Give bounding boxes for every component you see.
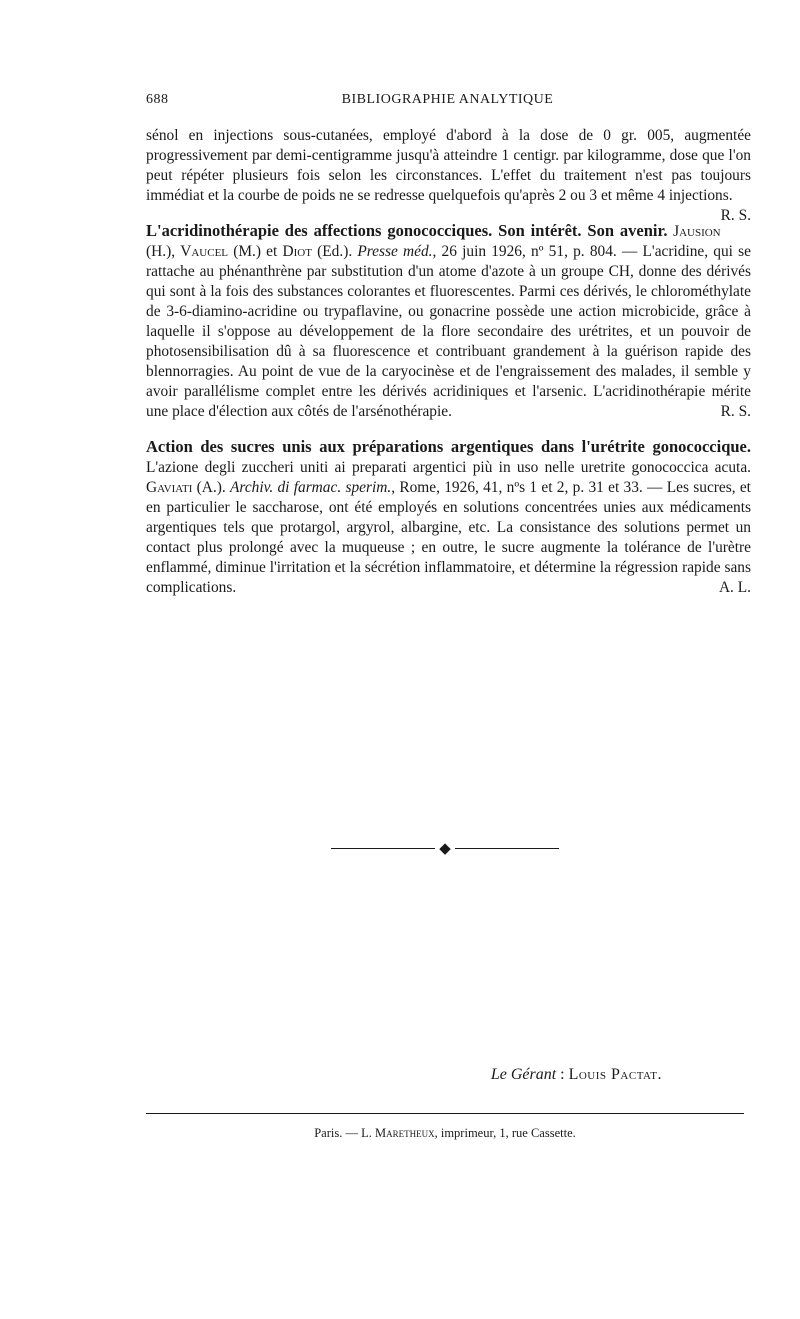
author-initial: (Ed.). — [317, 243, 353, 260]
reviewer-initials: R. S. — [720, 207, 751, 224]
publisher-signature — [420, 1066, 662, 1090]
signature-label: Le Gérant — [490, 1066, 557, 1083]
author-initial: (H.), — [146, 243, 176, 260]
page-number: 688 — [146, 92, 169, 107]
journal-title: Presse méd. — [357, 243, 433, 260]
author-surname: Diot — [282, 243, 312, 260]
signature-name: Louis Pactat. — [568, 1066, 662, 1083]
ornament-rule-right — [455, 848, 559, 849]
author-surname: Jausion — [673, 223, 721, 240]
section-ornament — [331, 838, 559, 858]
imprint-prefix: Paris. — L. — [314, 1126, 372, 1140]
citation-details: , Rome, 1926, 41, nºs 1 et 2, p. 31 et 33. — — [391, 479, 663, 496]
reviewer-initials: A. L. — [718, 579, 751, 596]
journal-title: Archiv. di farmac. sperim. — [230, 479, 392, 496]
author-surname: Vaucel — [180, 243, 229, 260]
article-title: Action des sucres unis aux préparations argentiques dans l'urétrite gonococcique. — [146, 437, 751, 456]
imprint-suffix: , imprimeur, 1, rue Cassette. — [434, 1126, 576, 1140]
author-initial: (M.) et — [233, 243, 278, 260]
footer-rule — [146, 1113, 744, 1114]
article-sucres-argentiques — [146, 437, 751, 598]
author-initial: (A.). — [196, 479, 226, 496]
article-abstract: Les sucres, et en particulier le saccharose, ont été employés en solutions concentrées unies aux médicaments argentiques tels que protargol, argyrol, albargine, etc. La consistance des solutions permet un contact plus prolongé avec la muqueuse ; en outre, le sucre augmente la tolérance de l'urètre enflammé, diminue l'irritation et la sécrétion inflammatoire, et détermine la régression rapide sans complications. — [146, 479, 751, 596]
ornament-rule-left — [331, 848, 435, 849]
running-head — [146, 92, 749, 112]
text-block — [146, 126, 751, 598]
continuation-paragraph — [146, 126, 751, 224]
diamond-icon: ◆ — [439, 839, 451, 857]
printer-imprint — [146, 1126, 744, 1141]
citation-details: , 26 juin 1926, nº 51, p. 804. — — [432, 243, 638, 260]
article-abstract: L'acridine, qui se rattache au phénanthrène par substitution d'un atome d'azote à un groupe CH, donne des dérivés qui sont à la fois des substances colorantes et fluorescentes. Parmi ces dérivés, le chlorométhylate de 3-6-diamino-acridine ou trypaflavine, ou gonacrine possède une action microbicide, grâce à laquelle il s'oppose au développement de la flore secondaire des urétrites, et un pouvoir de photosensibilisation dû à sa fluorescence et contribuant grandement à la guérison rapide des blennorragies. Au point de vue de la caryocinèse et de l'engraissement des malades, il semble y avoir parallélisme complet entre les dérivés acridiniques et l'arsenic. L'acridinothérapie mérite une place d'élection aux côtés de l'arsénothérapie. — [146, 243, 751, 420]
reviewer-initials: R. S. — [720, 403, 751, 420]
author-surname: Gaviati — [146, 479, 193, 496]
original-title: L'azione degli zuccheri uniti ai preparati argentici più in uso nelle uretrite gonococcica acuta. — [146, 459, 751, 476]
article-title: L'acridinothérapie des affections gonococciques. Son intérêt. Son avenir. — [146, 221, 668, 240]
signature-separator: : — [556, 1066, 569, 1083]
running-title: BIBLIOGRAPHIE ANALYTIQUE — [341, 92, 554, 107]
continuation-text: sénol en injections sous-cutanées, employé d'abord à la dose de 0 gr. 005, augmentée progressivement par demi-centigramme jusqu'à atteindre 1 centigr. par kilogramme, dose que l'on peut répéter plusieurs fois selon les circonstances. L'effet du traitement n'est pas toujours immédiat et la courbe de poids ne se redresse quelquefois qu'après 2 ou 3 et même 4 injections. — [146, 127, 751, 204]
article-acridinotherapie — [146, 221, 751, 422]
imprint-printer: Maretheux — [375, 1126, 435, 1140]
